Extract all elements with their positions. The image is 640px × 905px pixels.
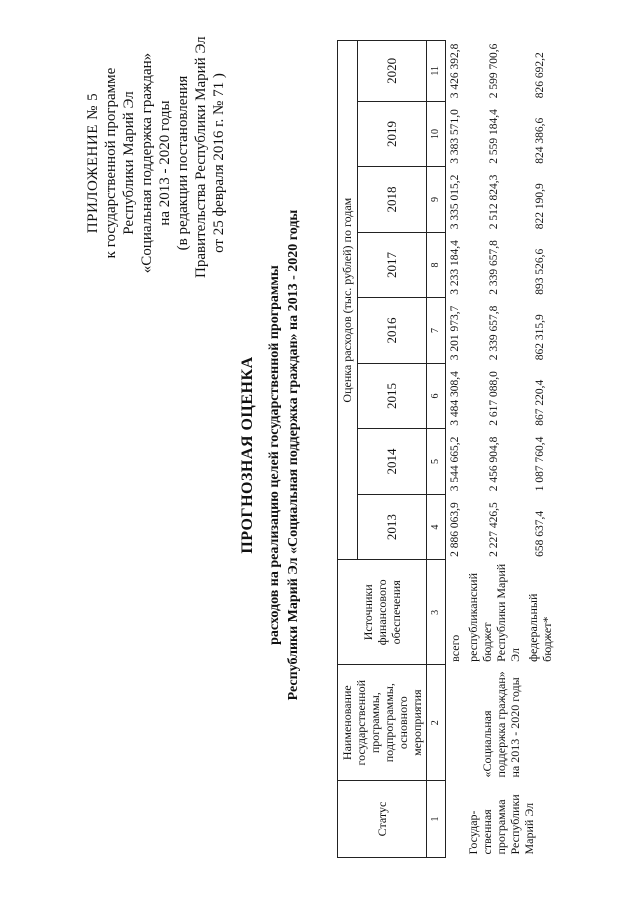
table-row bbox=[446, 41, 465, 858]
value-cell: 2 456 904,8 bbox=[488, 436, 500, 492]
value-cell: 3 426 392,8 bbox=[449, 43, 461, 99]
document-subtitle: Республики Марий Эл «Социальная поддержка граждан» на 2013 - 2020 годы bbox=[286, 209, 301, 701]
appendix-line: Правительства Республики Марий Эл bbox=[193, 36, 209, 278]
value-cell: 862 315,9 bbox=[534, 314, 546, 361]
source-cell: федеральный бюджет* bbox=[526, 593, 554, 662]
appendix-line: к государственной программе bbox=[103, 67, 119, 259]
value-cell: 3 383 571,0 bbox=[449, 109, 461, 164]
column-number: 10 bbox=[427, 101, 446, 167]
value-cell: 2 512 824,3 bbox=[488, 174, 500, 230]
expense-table bbox=[337, 40, 556, 858]
value-cell: 893 526,6 bbox=[534, 248, 546, 295]
value-cell: 826 692,2 bbox=[534, 52, 546, 99]
value-cell: 2 559 184,4 bbox=[488, 109, 500, 164]
column-number: 3 bbox=[427, 560, 446, 665]
header-year: 2018 bbox=[357, 167, 426, 233]
column-number: 1 bbox=[427, 781, 446, 858]
header-year: 2014 bbox=[357, 429, 426, 495]
column-number: 6 bbox=[427, 363, 446, 429]
appendix-line: от 25 февраля 2016 г. № 71 ) bbox=[211, 73, 227, 253]
value-cell: 822 190,9 bbox=[534, 183, 546, 230]
value-cell: 2 617 088,0 bbox=[488, 371, 500, 426]
header-year: 2017 bbox=[357, 232, 426, 298]
column-number: 8 bbox=[427, 232, 446, 298]
value-cell: 2 339 657,8 bbox=[488, 240, 500, 295]
header-row bbox=[338, 41, 358, 858]
value-cell: 1 087 760,4 bbox=[534, 436, 546, 492]
header-year: 2016 bbox=[357, 298, 426, 364]
appendix-line: (в редакции постановления bbox=[175, 75, 191, 251]
value-cell: 2 886 063,9 bbox=[449, 502, 461, 557]
header-status: Статус bbox=[338, 781, 427, 858]
value-cell: 824 386,6 bbox=[534, 117, 546, 164]
value-cell: 2 339 657,8 bbox=[488, 305, 500, 361]
value-cell: 867 220,4 bbox=[534, 379, 546, 426]
value-cell: 2 227 426,5 bbox=[488, 502, 500, 557]
value-cell: 3 335 015,2 bbox=[449, 174, 461, 230]
document-subtitle: расходов на реализацию целей государственной программы bbox=[267, 265, 282, 645]
document-title-block bbox=[238, 45, 303, 865]
value-cell: 658 637,4 bbox=[534, 510, 546, 557]
header-year: 2013 bbox=[357, 494, 426, 560]
appendix-line: «Социальная поддержка граждан» bbox=[139, 52, 155, 274]
status-cell: Государ-ственная программа Республики Марий Эл bbox=[466, 794, 536, 855]
header-funding-source: Источники финансового обеспечения bbox=[338, 560, 427, 665]
column-number: 9 bbox=[427, 167, 446, 233]
value-cell: 3 484 308,4 bbox=[449, 371, 461, 426]
appendix-line: на 2013 - 2020 годы bbox=[157, 100, 173, 226]
source-cell: республиканский бюджет Республики Марий Эл bbox=[466, 563, 522, 662]
program-name-cell: «Социальная поддержка граждан» на 2013 - 2020 годы bbox=[480, 671, 522, 778]
source-cell: всего bbox=[448, 634, 462, 662]
value-cell: 2 599 700,6 bbox=[488, 43, 500, 99]
document-title: ПРОГНОЗНАЯ ОЦЕНКА bbox=[239, 356, 256, 554]
value-cell: 3 544 665,2 bbox=[449, 436, 461, 492]
header-estimate: Оценка расходов (тыс. рублей) по годам bbox=[338, 41, 358, 560]
header-year: 2015 bbox=[357, 363, 426, 429]
column-number: 4 bbox=[427, 494, 446, 560]
appendix-line: Республики Марий Эл bbox=[121, 91, 137, 235]
value-cell: 3 233 184,4 bbox=[449, 240, 461, 295]
column-number: 2 bbox=[427, 665, 446, 781]
appendix-block bbox=[84, 36, 228, 278]
column-number: 5 bbox=[427, 429, 446, 495]
header-year: 2019 bbox=[357, 101, 426, 167]
appendix-heading: ПРИЛОЖЕНИЕ № 5 bbox=[85, 92, 101, 234]
column-number: 11 bbox=[427, 41, 446, 102]
column-number: 7 bbox=[427, 298, 446, 364]
header-year: 2020 bbox=[357, 41, 426, 102]
header-program-name: Наименование государственной программы, подпрограммы, основного мероприятия bbox=[338, 665, 427, 781]
value-cell: 3 201 973,7 bbox=[449, 305, 461, 361]
column-number-row bbox=[427, 41, 446, 858]
